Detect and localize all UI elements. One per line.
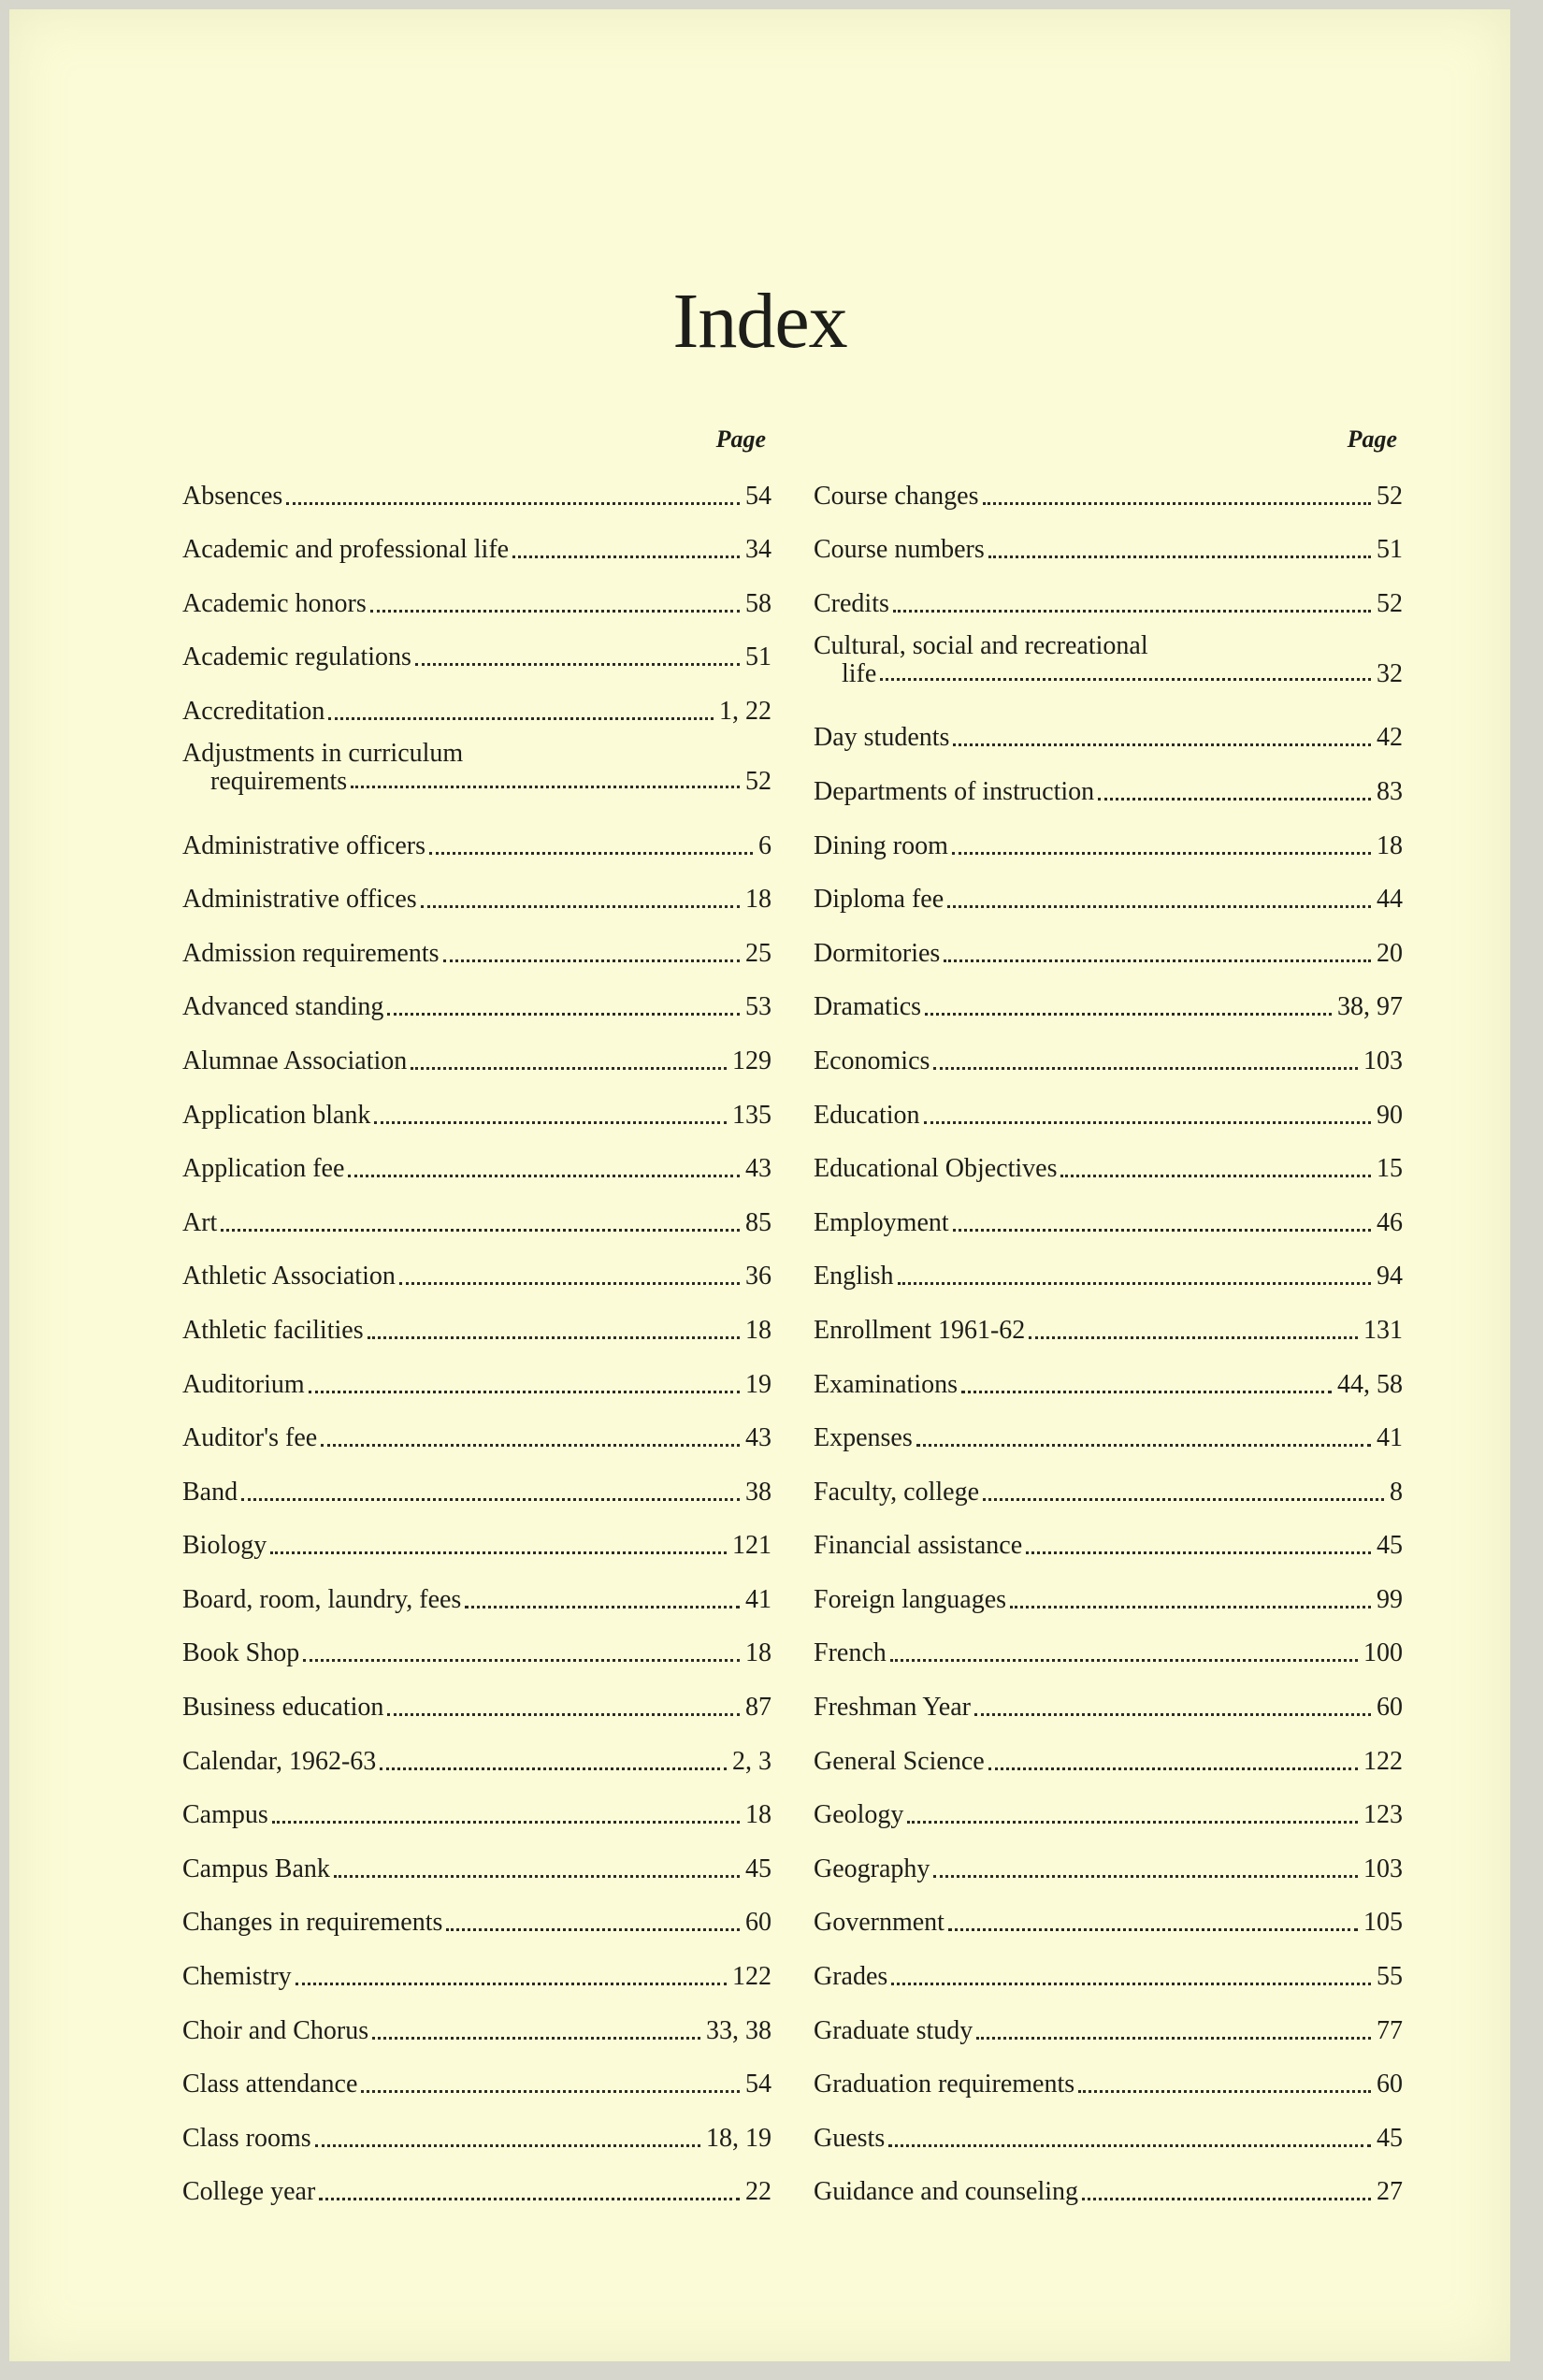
index-entry [182,1401,772,1455]
index-term: General Science [814,1746,985,1776]
index-term: Guests [814,2123,886,2153]
index-term: Chemistry [182,1962,292,1992]
page-number: 46 [1377,1207,1403,1237]
page-column-header: Page [1347,426,1397,453]
dot-leader [898,1282,1371,1285]
page-number: 87 [745,1693,772,1723]
index-entry [814,1077,1403,1132]
dot-leader [315,2144,700,2147]
index-term: Art [182,1207,218,1237]
index-entries-left [182,458,772,2208]
index-entry [814,1401,1403,1455]
dot-leader [334,1875,740,1878]
dot-leader [933,1875,1358,1878]
index-entry [814,2100,1403,2155]
page-number: 121 [732,1531,772,1561]
page-number: 54 [745,2070,772,2099]
index-term: Athletic facilities [182,1315,364,1345]
dot-leader [890,1659,1358,1662]
index-term: Choir and Chorus [182,2015,369,2045]
dot-leader [270,1551,727,1554]
page-number: 41 [745,1584,772,1614]
dot-leader [241,1498,740,1501]
dot-leader [880,678,1371,681]
dot-leader [328,717,714,720]
page-number: 33, 38 [706,2015,772,2045]
index-page [9,9,1510,2361]
page-number: 44, 58 [1337,1369,1403,1399]
index-entry [814,808,1403,862]
index-entry [814,1023,1403,1077]
index-term: College year [182,2177,316,2207]
index-term: Business education [182,1693,384,1723]
index-term: Dining room [814,830,948,860]
index-term: Administrative offices [182,885,417,915]
index-term: Class attendance [182,2070,358,2099]
index-entry [182,1132,772,1186]
index-entry [814,512,1403,567]
page-number: 60 [745,1908,772,1938]
dot-leader [948,1928,1358,1931]
index-entry [814,1508,1403,1563]
index-term: Calendar, 1962-63 [182,1746,377,1776]
index-term: Auditorium [182,1369,305,1399]
index-term: Absences [182,481,283,511]
page-number: 27 [1377,2177,1403,2207]
dot-leader [309,1391,740,1393]
page-number: 43 [745,1154,772,1184]
page-number: 103 [1363,1854,1403,1883]
page-number: 52 [1377,481,1403,511]
index-term-continuation-line [182,768,772,796]
dot-leader [888,2144,1371,2147]
dot-leader [953,1229,1371,1232]
page-number: 45 [1377,2123,1403,2153]
page-number: 18 [745,1638,772,1668]
dot-leader [348,1175,740,1177]
dot-leader [1010,1606,1371,1608]
index-entry [814,1669,1403,1724]
index-term: Graduation requirements [814,2070,1075,2099]
dot-leader [1060,1175,1371,1177]
index-term: Campus [182,1800,268,1830]
index-entry [182,1669,772,1724]
dot-leader [272,1821,740,1824]
index-entry [182,1292,772,1347]
page-number: 20 [1377,938,1403,968]
index-term: Band [182,1477,238,1507]
index-term: Cultural, social and recreational [814,630,1148,660]
page-number: 18 [745,885,772,915]
dot-leader [1082,2198,1371,2200]
dot-leader [961,1391,1332,1393]
dot-leader [321,1444,740,1447]
index-term: Application fee [182,1154,345,1184]
dot-leader [411,1067,727,1070]
index-term: Educational Objectives [814,1154,1058,1184]
index-entry [182,1831,772,1885]
page-number: 15 [1377,1154,1403,1184]
index-entry [182,728,772,808]
index-entry [814,620,1403,700]
index-term: Academic regulations [182,642,411,672]
index-entry [182,1885,772,1940]
page-number: 38 [745,1477,772,1507]
dot-leader [351,786,740,788]
dot-leader [983,502,1371,505]
index-term-continuation-line [814,660,1403,688]
page-number: 135 [732,1100,772,1130]
index-entry [182,1939,772,1993]
index-entry [182,808,772,862]
index-term: Employment [814,1207,949,1237]
page-number: 105 [1363,1908,1403,1938]
index-term: Adjustments in curriculum [182,738,464,768]
page-number: 83 [1377,776,1403,806]
index-term: Diploma fee [814,885,945,915]
index-entry [182,2047,772,2101]
index-entry [182,1023,772,1077]
page-number: 6 [758,830,772,860]
page-number: 19 [745,1369,772,1399]
index-term: Credits [814,588,889,618]
dot-leader [443,959,740,962]
page-number: 25 [745,938,772,968]
dot-leader [465,1606,740,1608]
dot-leader [983,1498,1384,1501]
page-number: 123 [1363,1800,1403,1830]
dot-leader [907,1821,1358,1824]
index-term: Education [814,1100,920,1130]
index-entry [814,970,1403,1024]
dot-leader [1098,798,1371,801]
index-entry [814,1724,1403,1778]
index-term: Biology [182,1531,267,1561]
index-entry [814,2155,1403,2209]
index-entry [182,1347,772,1401]
page-number: 99 [1377,1584,1403,1614]
index-entry [814,754,1403,808]
index-entry [182,458,772,512]
index-term: Grades [814,1962,888,1992]
index-term: Academic and professional life [182,535,510,565]
dot-leader [387,1013,740,1016]
index-term: Examinations [814,1369,958,1399]
index-term: Expenses [814,1423,913,1453]
index-entry [814,1292,1403,1347]
dot-leader [1026,1551,1371,1554]
index-term: Dormitories [814,938,941,968]
page-number: 44 [1377,885,1403,915]
dot-leader [988,555,1371,558]
page-number: 122 [1363,1746,1403,1776]
page-number: 53 [745,992,772,1022]
index-entry [182,1185,772,1239]
dot-leader [429,852,753,855]
dot-leader [303,1659,740,1662]
dot-leader [988,1767,1358,1770]
page-number: 51 [1377,535,1403,565]
dot-leader [221,1229,740,1232]
index-term: Application blank [182,1100,371,1130]
index-entry [182,1778,772,1832]
index-term: English [814,1262,894,1291]
index-entry [182,1239,772,1293]
dot-leader [399,1282,740,1285]
index-entry [182,1993,772,2047]
dot-leader [933,1067,1358,1070]
page-number: 60 [1377,2070,1403,2099]
index-entry [814,1239,1403,1293]
page-number: 85 [745,1207,772,1237]
dot-leader [446,1928,740,1931]
dot-leader [387,1713,740,1716]
dot-leader [1078,2090,1371,2093]
page-number: 45 [745,1854,772,1883]
index-entry [182,2155,772,2209]
index-entry [182,566,772,620]
page-number: 60 [1377,1693,1403,1723]
page-number: 32 [1377,658,1403,688]
page-title: Index [672,278,847,365]
page-number: 2, 3 [732,1746,772,1776]
index-term: Financial assistance [814,1531,1023,1561]
index-entry [814,1939,1403,1993]
index-term: Enrollment 1961-62 [814,1315,1026,1345]
dot-leader [370,610,740,613]
page-number: 103 [1363,1046,1403,1075]
index-entry [182,1724,772,1778]
index-entry [814,1616,1403,1670]
dot-leader [296,1983,727,1985]
index-entry [182,1508,772,1563]
index-entry [182,1454,772,1508]
index-entry [182,2100,772,2155]
page-number: 77 [1377,2015,1403,2045]
index-entry [814,566,1403,620]
index-term: Changes in requirements [182,1908,443,1938]
index-term: Advanced standing [182,992,384,1022]
index-term: Admission requirements [182,938,440,968]
page-number: 90 [1377,1100,1403,1130]
page-number: 36 [745,1262,772,1291]
index-term: Alumnae Association [182,1046,408,1075]
index-entry [182,512,772,567]
dot-leader [372,2037,700,2040]
index-term: Departments of instruction [814,776,1095,806]
index-entry [182,673,772,728]
index-term: Day students [814,723,950,753]
index-term: Accreditation [182,696,325,726]
index-entry [814,1185,1403,1239]
index-entry [182,970,772,1024]
dot-leader [924,1121,1371,1124]
index-term: Geography [814,1854,930,1883]
dot-leader [925,1013,1332,1016]
index-term: Freshman Year [814,1693,971,1723]
page-number: 52 [745,766,772,796]
dot-leader [952,852,1371,855]
index-entry [182,1077,772,1132]
page-number: 8 [1390,1477,1403,1507]
dot-leader [361,2090,740,2093]
page-number: 42 [1377,723,1403,753]
index-entry [182,916,772,970]
index-entry [814,1347,1403,1401]
page-number: 22 [745,2177,772,2207]
page-number: 34 [745,535,772,565]
page-number: 129 [732,1046,772,1075]
page-number: 58 [745,588,772,618]
page-number: 54 [745,481,772,511]
index-term: Campus Bank [182,1854,330,1883]
index-term: Faculty, college [814,1477,980,1507]
dot-leader [893,610,1371,613]
index-entry [814,700,1403,755]
dot-leader [947,905,1371,908]
index-entry [182,620,772,674]
index-term: Guidance and counseling [814,2177,1079,2207]
page-number: 18 [1377,830,1403,860]
index-term: Auditor's fee [182,1423,318,1453]
page-number: 100 [1363,1638,1403,1668]
index-entry [814,1993,1403,2047]
index-term: Dramatics [814,992,922,1022]
dot-leader [974,1713,1371,1716]
index-entry [814,862,1403,916]
page-number: 41 [1377,1423,1403,1453]
page-number: 94 [1377,1262,1403,1291]
index-entry [182,862,772,916]
index-term: Government [814,1908,945,1938]
page-number: 122 [732,1962,772,1992]
index-term-continuation: requirements [210,766,348,796]
index-term: Geology [814,1800,904,1830]
dot-leader [1029,1336,1358,1339]
page-number: 55 [1377,1962,1403,1992]
index-entry [814,1831,1403,1885]
index-term: Course changes [814,481,979,511]
index-term: Course numbers [814,535,985,565]
dot-leader [319,2198,740,2200]
page-number: 51 [745,642,772,672]
index-term: Graduate study [814,2015,973,2045]
index-term: Foreign languages [814,1584,1007,1614]
page-number: 18 [745,1315,772,1345]
index-term: Academic honors [182,588,367,618]
index-entry [814,1132,1403,1186]
dot-leader [368,1336,740,1339]
dot-leader [944,959,1371,962]
index-term: French [814,1638,887,1668]
dot-leader [380,1767,727,1770]
page-column-header: Page [715,426,766,453]
index-entry [182,1562,772,1616]
index-entry [814,1562,1403,1616]
index-column-right [814,421,1403,2208]
dot-leader [421,905,740,908]
page-number: 131 [1363,1315,1403,1345]
index-entries-right [814,458,1403,2208]
dot-leader [374,1121,727,1124]
index-term: Athletic Association [182,1262,396,1291]
index-term: Book Shop [182,1638,300,1668]
page-number: 18, 19 [706,2123,772,2153]
dot-leader [512,555,740,558]
index-entry [814,916,1403,970]
page-number: 38, 97 [1337,992,1403,1022]
index-term: Economics [814,1046,930,1075]
index-entry [814,458,1403,512]
dot-leader [286,502,740,505]
page-number: 43 [745,1423,772,1453]
index-entry [814,1778,1403,1832]
dot-leader [976,2037,1371,2040]
index-column-left [182,421,772,2208]
index-entry [814,1885,1403,1940]
index-entry [814,1454,1403,1508]
index-term: Class rooms [182,2123,311,2153]
index-term-continuation: life [842,658,877,688]
page-number: 45 [1377,1531,1403,1561]
index-term: Administrative officers [182,830,425,860]
index-term: Board, room, laundry, fees [182,1584,462,1614]
page-number: 52 [1377,588,1403,618]
index-entry [182,1616,772,1670]
dot-leader [916,1444,1371,1447]
dot-leader [953,743,1371,746]
page-number: 18 [745,1800,772,1830]
dot-leader [415,663,740,666]
dot-leader [891,1983,1371,1985]
index-entry [814,2047,1403,2101]
page-number: 1, 22 [719,696,772,726]
